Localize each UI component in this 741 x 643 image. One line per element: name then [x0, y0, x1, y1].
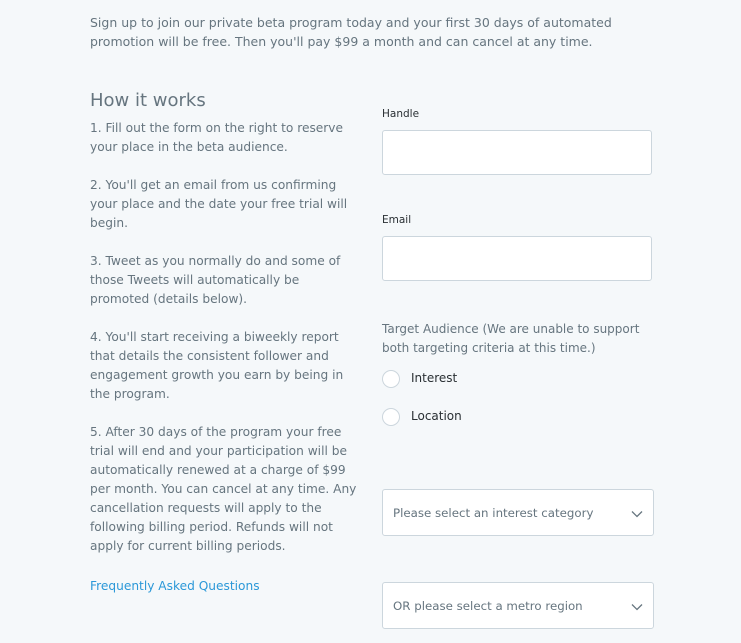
interest-category-select[interactable]: [382, 489, 654, 536]
how-it-works-title: How it works: [90, 90, 206, 111]
handle-input[interactable]: [382, 130, 652, 175]
metro-region-select[interactable]: [382, 582, 654, 629]
radio-location[interactable]: [382, 408, 462, 426]
intro-text: Sign up to join our private beta program today and your first 30 days of automated promotion will be free. Then you'll pay $99 a month and can cancel at any time.: [90, 15, 612, 49]
faq-link[interactable]: Frequently Asked Questions: [90, 579, 260, 593]
handle-label: Handle: [382, 108, 420, 120]
step-4: 4. You'll start receiving a biweekly report that details the consistent follower and engagement growth you earn by being in the program.: [90, 330, 344, 401]
target-audience-label: Target Audience (We are unable to support both targeting criteria at this time.): [382, 322, 640, 355]
email-input[interactable]: [382, 236, 652, 281]
step-5: 5. After 30 days of the program your free trial will end and your participation will be automatically renewed at a charge of $99 per month. You can cancel at any time. Any cancellation requests will apply to the following billing period. Refunds will not apply for current billing periods.: [90, 425, 357, 553]
radio-interest-circle[interactable]: [382, 370, 400, 388]
step-3: 3. Tweet as you normally do and some of those Tweets will automatically be promoted (details below).: [90, 254, 341, 306]
step-2: 2. You'll get an email from us confirming your place and the date your free trial will begin.: [90, 178, 348, 230]
chevron-down-icon: [631, 596, 643, 615]
step-1: 1. Fill out the form on the right to reserve your place in the beta audience.: [90, 121, 344, 154]
radio-location-label: Location: [411, 409, 462, 423]
radio-interest-label: Interest: [411, 371, 458, 385]
metro-select-value: OR please select a metro region: [393, 598, 583, 613]
radio-location-circle[interactable]: [382, 408, 400, 426]
chevron-down-icon: [631, 503, 643, 522]
radio-interest[interactable]: [382, 370, 457, 388]
how-it-works-section: [90, 89, 358, 596]
interest-select-value: Please select an interest category: [393, 505, 594, 520]
email-label: Email: [382, 214, 412, 226]
